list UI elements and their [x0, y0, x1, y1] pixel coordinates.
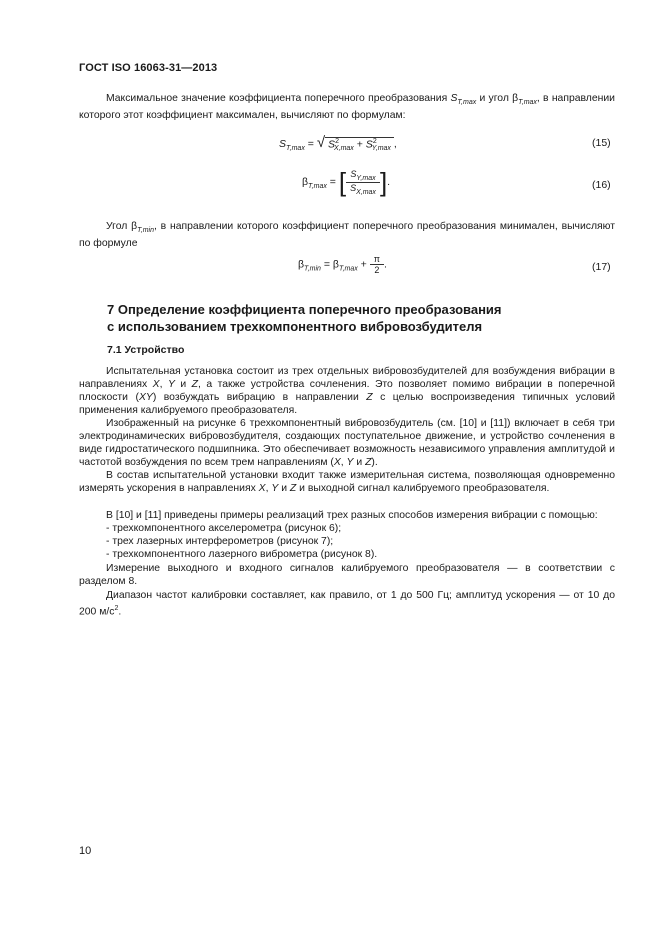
list-item: - трех лазерных интерферометров (рисунок 7);	[106, 536, 334, 547]
paragraph-signals: Измерение выходного и входного сигналов калибруемого преобразователя — в соответствии с разделом 8.	[79, 563, 615, 588]
list-item: - трехкомпонентного лазерного виброметра (рисунок 8).	[106, 549, 378, 560]
equation-15: $S_{T,max}$ = √ $S^2_{X,max} + S^2_{Y,max}$ ,	[279, 134, 397, 153]
list-item: - трехкомпонентного акселерометра (рисунок 6);	[106, 523, 342, 534]
document-header: ГОСТ ISO 16063-31—2013	[79, 62, 218, 74]
paragraph-examples: В [10] и [11] приведены примеры реализаций трех разных способов измерения вибрации с помощью:	[106, 510, 598, 521]
equation-16: $\beta_{T,max}$ = [ $\frac{S_{Y,max}}{S_{X,max}}$ ].	[302, 167, 391, 197]
page-number: 10	[79, 845, 92, 857]
paragraph-measurement-system: В состав испытательной установки входит также измерительная система, позволяющая одновременно измерять ускорения в направлениях X, Y и Z и выходной сигнал калибруемого преобразователя.	[79, 470, 615, 495]
equation-16-number: (16)	[592, 179, 611, 191]
equation-15-number: (15)	[592, 137, 611, 149]
paragraph-triaxial-exciter: Изображенный на рисунке 6 трехкомпонентный вибровозбудитель (см. [10] и [11]) включает в себя три электродинамических вибровозбудителя, создающих поступательное движение, и устройство сочленения в виде гидростатического подшипника. Это обеспечивает возможность независимого управления амплитудой и частотой возбуждения по всем трем направлениям (X, Y и Z).	[79, 418, 615, 469]
section-title-line-2: с использованием трехкомпонентного вибровозбудителя	[107, 319, 483, 334]
paragraph-angle-min: Угол $\beta_{T,min}$, в направлении которого коэффициент поперечного преобразования минимален, вычисляют по формуле	[79, 221, 615, 250]
paragraph-intro: Максимальное значение коэффициента поперечного преобразования $S_{T,max}$ и угол $\beta_{T,max}$, в направлении которого этот коэффициент максимален, вычисляют по формулам:	[79, 93, 615, 122]
section-title	[107, 301, 502, 335]
paragraph-frequency-range: Диапазон частот калибровки составляет, как правило, от 1 до 500 Гц; амплитуд ускорения — от 10 до 200 $м/с^2$.	[79, 590, 615, 618]
equation-17-number: (17)	[592, 261, 611, 273]
subsection-title: 7.1 Устройство	[107, 344, 185, 356]
paragraph-setup: Испытательная установка состоит из трех отдельных вибровозбудителей для возбуждения вибрации в направлениях X, Y и Z, а также устройства сочленения. Это позволяет помимо вибрации в поперечной плоскости (XY) возбуждать вибрацию в направлении Z с целью воспроизведения типичных условий применения калибруемого преобразователя.	[79, 366, 616, 417]
equation-17: $\beta_{T,min} = \beta_{T,max}$ + $\frac{\pi}{2}$ .	[298, 254, 387, 275]
section-title-line-1: 7 Определение коэффициента поперечного преобразования	[107, 302, 502, 317]
